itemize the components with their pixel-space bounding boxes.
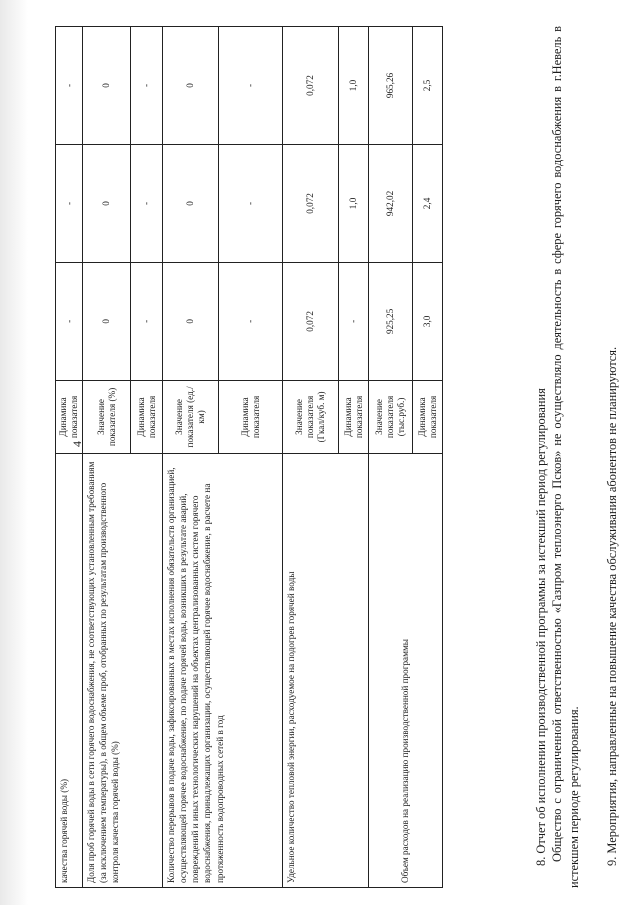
value-cell: - bbox=[339, 262, 369, 380]
section-8-heading: 8. Отчет об исполнении производственной программы за истекший период регулирования bbox=[534, 388, 548, 866]
sub-label: Значение показателя (%) bbox=[83, 380, 131, 453]
value-cell: 2,4 bbox=[413, 144, 443, 262]
sub-label: Значение показателя (ед./км) bbox=[163, 380, 219, 453]
section-9-text: 9. Мероприятия, направленные на повышение качества обслуживания абонентов не планируются. bbox=[605, 346, 620, 866]
indicators-table bbox=[55, 26, 443, 888]
value-cell: - bbox=[219, 27, 283, 145]
value-cell: 0,072 bbox=[283, 144, 339, 262]
table-row bbox=[283, 27, 339, 888]
sub-label: Динамика показателя bbox=[219, 380, 283, 453]
sub-label: Значение показателя (Гкал/куб. м) bbox=[283, 380, 339, 453]
sub-label: Динамика показателя bbox=[56, 380, 83, 453]
sub-label: Значение показателя (тыс.руб.) bbox=[369, 380, 413, 453]
value-cell: - bbox=[56, 144, 83, 262]
report-notes bbox=[525, 26, 621, 888]
indicator-name: Объем расходов на реализацию производственной программы bbox=[369, 453, 443, 887]
value-cell: 1,0 bbox=[339, 27, 369, 145]
value-cell: - bbox=[56, 27, 83, 145]
value-cell: - bbox=[131, 27, 163, 145]
value-cell: 0,072 bbox=[283, 262, 339, 380]
table-row bbox=[163, 27, 219, 888]
value-cell: - bbox=[219, 144, 283, 262]
value-cell: 3,0 bbox=[413, 262, 443, 380]
value-cell: 925,25 bbox=[369, 262, 413, 380]
indicator-name: Доля проб горячей воды в сети горячего водоснабжения, не соответствующих установленным требованиям (за исключением температуры), в общем объеме проб, отобранных по результатам производственного контроля качества горячей воды (%) bbox=[83, 453, 163, 887]
value-cell: 0,072 bbox=[283, 27, 339, 145]
value-cell: 2,5 bbox=[413, 27, 443, 145]
value-cell: - bbox=[56, 262, 83, 380]
value-cell: 0 bbox=[163, 144, 219, 262]
sub-label: Динамика показателя bbox=[413, 380, 443, 453]
rotated-page-content bbox=[55, 26, 620, 888]
value-cell: - bbox=[219, 262, 283, 380]
indicator-name: Количество перерывов в подаче воды, зафиксированных в местах исполнения обязательств организацией, осуществляющей горячее водоснабжение, по подаче горячей воды, возникших в результате аварий, повреждений и иных технологических нарушений на объектах централизованных систем горячего водоснабжения, принадлежащих организации, осуществляющей горячее водоснабжение, в расчете на протяженность водопроводных сетей в год bbox=[163, 453, 283, 887]
indicator-name: Удельное количество тепловой энергии, расходуемое на подогрев горячей воды bbox=[283, 453, 369, 887]
value-cell: 0 bbox=[163, 27, 219, 145]
sub-label: Динамика показателя bbox=[339, 380, 369, 453]
value-cell: 1,0 bbox=[339, 144, 369, 262]
value-cell: - bbox=[131, 144, 163, 262]
sub-label: Динамика показателя bbox=[131, 380, 163, 453]
value-cell: 0 bbox=[163, 262, 219, 380]
value-cell: 965,26 bbox=[369, 27, 413, 145]
section-8-body: Общество с ограниченной ответственностью «Газпром теплоэнерго Псков» не осуществляло деятельность в сфере горячего водоснабжения в г.Невель в истекшем периоде регулирования. bbox=[550, 26, 581, 888]
value-cell: 0 bbox=[83, 27, 131, 145]
table-row bbox=[83, 27, 131, 888]
value-cell: 0 bbox=[83, 144, 131, 262]
table-row bbox=[369, 27, 413, 888]
value-cell: 942,02 bbox=[369, 144, 413, 262]
value-cell: - bbox=[131, 262, 163, 380]
page-number: 4 bbox=[70, 441, 84, 447]
indicator-name: качества горячей воды (%) bbox=[56, 453, 83, 887]
table-row bbox=[56, 27, 83, 888]
scan-shadow bbox=[0, 0, 28, 905]
value-cell: 0 bbox=[83, 262, 131, 380]
